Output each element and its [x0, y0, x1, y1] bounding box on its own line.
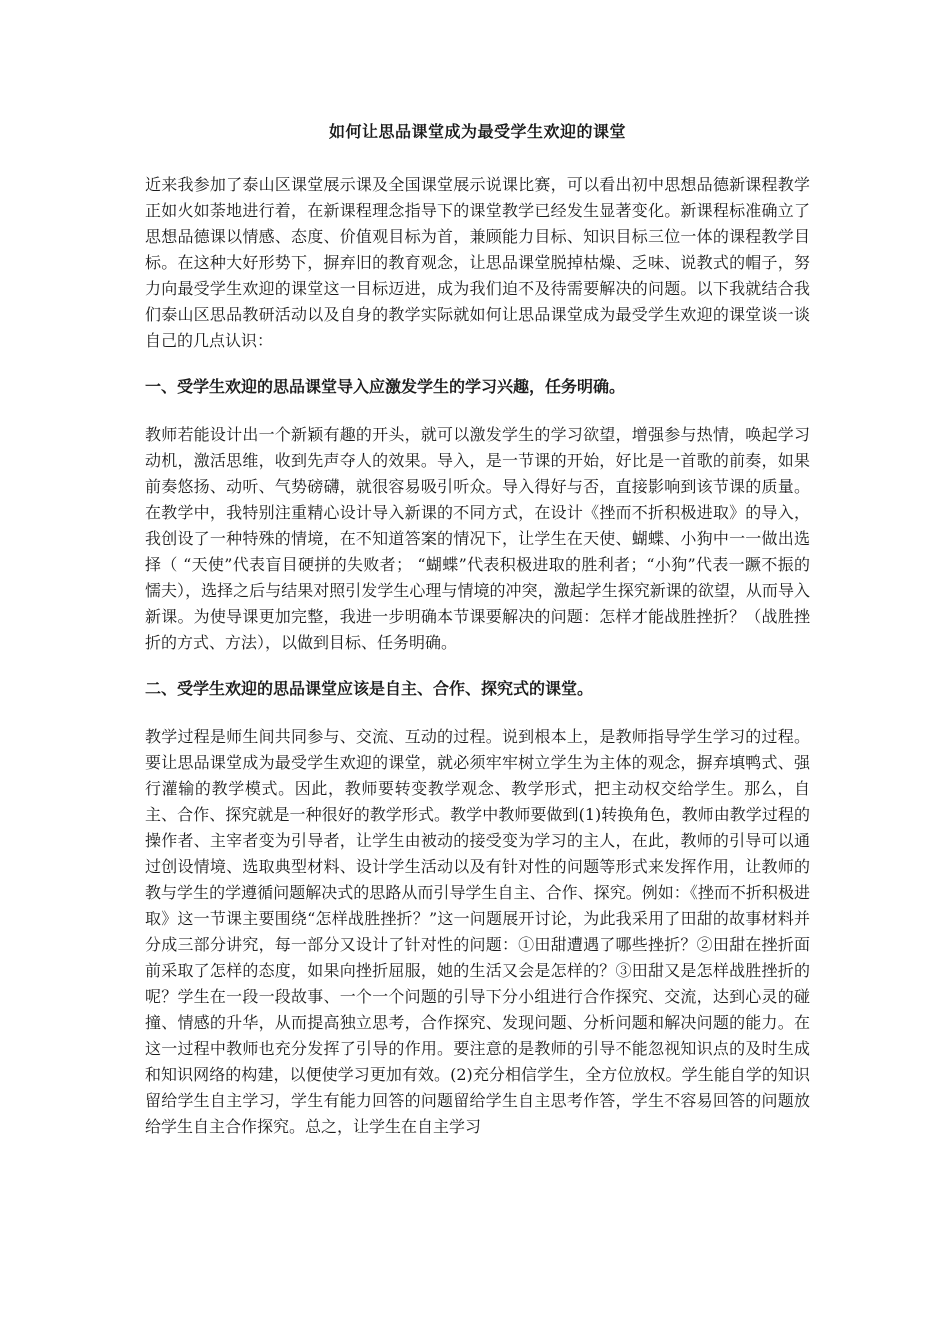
intro-paragraph: 近来我参加了泰山区课堂展示课及全国课堂展示说课比赛，可以看出初中思想品德新课程教学正如火如荼地进行着，在新课程理念指导下的课堂教学已经发生显著变化。新课程标准确立了思想品德课以情感、态度、价值观目标为首，兼顾能力目标、知识目标三位一体的课程教学目标。在这种大好形势下，摒弃旧的教育观念，让思品课堂脱掉枯燥、乏味、说教式的帽子，努力向最受学生欢迎的课堂这一目标迈进，成为我们迫不及待需要解决的问题。以下我就结合我们泰山区思品教研活动以及自身的教学实际就如何让思品课堂成为最受学生欢迎的课堂谈一谈自己的几点认识： [145, 175, 810, 350]
section-1-heading: 一、受学生欢迎的思品课堂导入应激发学生的学习兴趣，任务明确。 [145, 377, 626, 396]
document-title: 如何让思品课堂成为最受学生欢迎的课堂 [328, 122, 626, 141]
section-2-heading: 二、受学生欢迎的思品课堂应该是自主、合作、探究式的课堂。 [145, 679, 594, 698]
section-1-paragraph: 教师若能设计出一个新颖有趣的开头，就可以激发学生的学习欲望，增强参与热情，唤起学习动机，激活思维，收到先声夺人的效果。导入，是一节课的开始，好比是一首歌的前奏，如果前奏悠扬、动听、气势磅礴，就很容易吸引听众。导入得好与否，直接影响到该节课的质量。在教学中，我特别注重精心设计导入新课的不同方式，在设计《挫而不折积极进取》的导入，我创设了一种特殊的情境，在不知道答案的情况下，让学生在天使、蝴蝶、小狗中一一做出选择（ “天使”代表盲目硬拼的失败者； “蝴蝶”代表积极进取的胜利者；“小狗”代表一蹶不振的懦夫），选择之后与结果对照引发学生心理与情境的冲突，激起学生探究新课的欲望，从而导入新课。为使导课更加完整，我进一步明确本节课要解决的问题：怎样才能战胜挫折？（战胜挫折的方式、方法），以做到目标、任务明确。 [145, 425, 810, 652]
section-2-paragraph: 教学过程是师生间共同参与、交流、互动的过程。说到根本上，是教师指导学生学习的过程。要让思品课堂成为最受学生欢迎的课堂，就必须牢牢树立学生为主体的观念，摒弃填鸭式、强行灌输的教学模式。因此，教师要转变教学观念、教学形式，把主动权交给学生。那么，自主、合作、探究就是一种很好的教学形式。教学中教师要做到(1)转换角色，教师由教学过程的操作者、主宰者变为引导者，让学生由被动的接受变为学习的主人，在此，教师的引导可以通过创设情境、选取典型材料、设计学生活动以及有针对性的问题等形式来发挥作用，让教师的教与学生的学遵循问题解决式的思路从而引导学生自主、合作、探究。例如：《挫而不折积极进取》这一节课主要围绕“怎样战胜挫折？”这一问题展开讨论，为此我采用了田甜的故事材料并分成三部分讲究，每一部分又设计了针对性的问题：①田甜遭遇了哪些挫折？②田甜在挫折面前采取了怎样的态度，如果向挫折屈服，她的生活又会是怎样的？③田甜又是怎样战胜挫折的呢？学生在一段一段故事、一个一个问题的引导下分小组进行合作探究、交流，达到心灵的碰撞、情感的升华，从而提高独立思考，合作探究、发现问题、分析问题和解决问题的能力。在这一过程中教师也充分发挥了引导的作用。要注意的是教师的引导不能忽视知识点的及时生成和知识网络的构建，以便使学习更加有效。(2)充分相信学生，全方位放权。学生能自学的知识留给学生自主学习，学生有能力回答的问题留给学生自主思考作答，学生不容易回答的问题放给学生自主合作探究。总之，让学生在自主学习 [145, 727, 810, 1136]
document-page [145, 120, 810, 1160]
